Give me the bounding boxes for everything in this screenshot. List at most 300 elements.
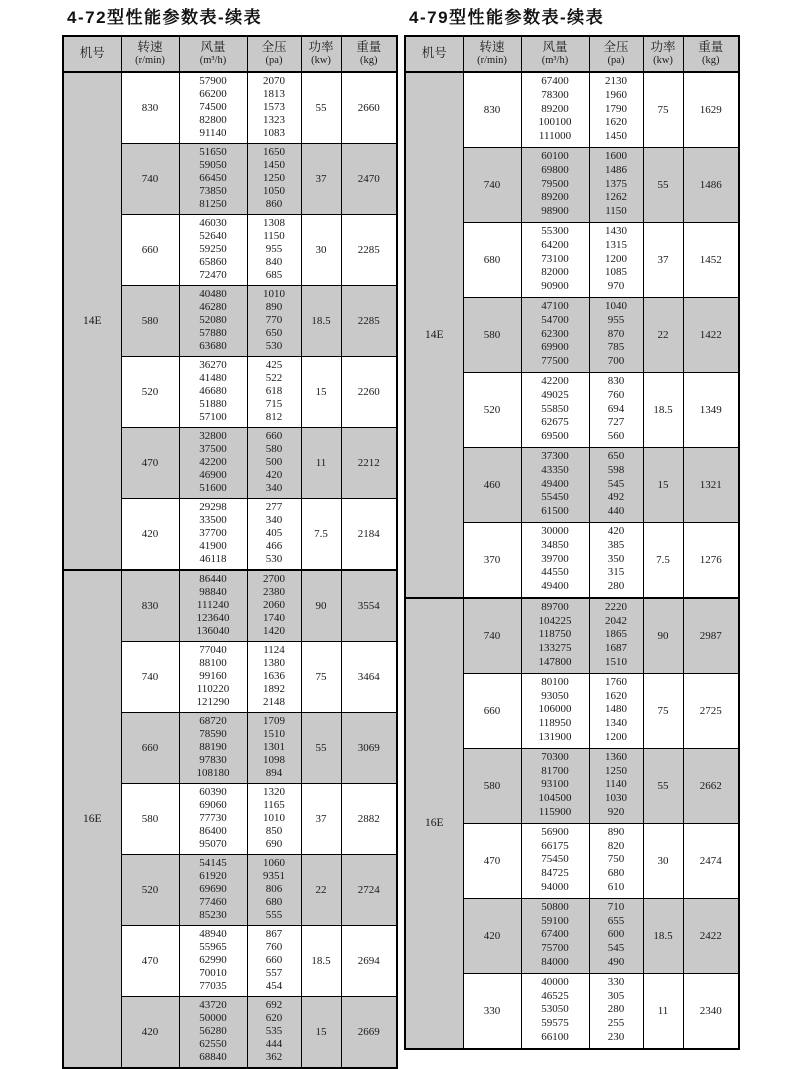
power-cell: 11 bbox=[301, 428, 341, 499]
pressure-value: 1486 bbox=[605, 163, 627, 176]
airflow-cell bbox=[179, 286, 247, 357]
airflow-value: 90900 bbox=[541, 280, 569, 293]
airflow-value: 55300 bbox=[541, 224, 569, 237]
pressure-value: 890 bbox=[607, 825, 625, 838]
power-cell: 55 bbox=[301, 72, 341, 144]
airflow-cell bbox=[179, 642, 247, 713]
pressure-value: 545 bbox=[607, 477, 625, 490]
speed-cell: 830 bbox=[121, 72, 179, 144]
power-cell: 75 bbox=[301, 642, 341, 713]
airflow-value: 39700 bbox=[541, 552, 569, 565]
airflow-value: 82000 bbox=[541, 266, 569, 279]
weight-cell: 2260 bbox=[341, 357, 397, 428]
pressure-value: 1620 bbox=[605, 689, 627, 702]
airflow-value: 69800 bbox=[541, 163, 569, 176]
pressure-value: 867 bbox=[265, 928, 283, 940]
airflow-value: 56280 bbox=[199, 1025, 227, 1037]
pressure-value: 1050 bbox=[263, 185, 285, 197]
pressure-value: 1060 bbox=[263, 857, 285, 869]
airflow-value: 57900 bbox=[199, 75, 227, 87]
weight-cell: 1321 bbox=[683, 447, 739, 522]
header-unit-airflow: (m³/h) bbox=[541, 55, 569, 66]
pressure-value: 490 bbox=[607, 956, 625, 969]
airflow-value: 88190 bbox=[199, 741, 227, 753]
pressure-value: 1083 bbox=[263, 127, 285, 139]
airflow-value: 64200 bbox=[541, 238, 569, 251]
speed-cell: 470 bbox=[463, 823, 521, 898]
airflow-value: 66100 bbox=[541, 1031, 569, 1043]
pressure-value: 330 bbox=[607, 975, 625, 988]
pressure-value: 1098 bbox=[263, 754, 285, 766]
pressure-value: 530 bbox=[265, 553, 283, 565]
power-cell: 15 bbox=[301, 357, 341, 428]
pressure-value: 655 bbox=[607, 914, 625, 927]
airflow-value: 37700 bbox=[199, 527, 227, 539]
speed-cell: 520 bbox=[121, 357, 179, 428]
airflow-cell bbox=[179, 926, 247, 997]
speed-cell: 680 bbox=[463, 222, 521, 297]
airflow-cell bbox=[521, 72, 589, 147]
table-4-72 bbox=[62, 35, 398, 1069]
power-cell: 37 bbox=[301, 784, 341, 855]
airflow-value: 30000 bbox=[541, 524, 569, 537]
airflow-value: 46900 bbox=[199, 469, 227, 481]
airflow-value: 69060 bbox=[199, 799, 227, 811]
airflow-value: 104225 bbox=[538, 614, 572, 627]
table-4-79-section bbox=[404, 3, 738, 1050]
airflow-value: 59575 bbox=[541, 1017, 569, 1030]
airflow-value: 77730 bbox=[199, 812, 227, 824]
pressure-value: 955 bbox=[607, 313, 625, 326]
pressure-cell bbox=[589, 147, 643, 222]
pressure-cell bbox=[247, 784, 301, 855]
airflow-value: 99160 bbox=[199, 670, 227, 682]
airflow-value: 85230 bbox=[199, 909, 227, 921]
pressure-cell bbox=[589, 222, 643, 297]
pressure-value: 1760 bbox=[605, 675, 627, 688]
pressure-value: 770 bbox=[265, 314, 283, 326]
pressure-value: 650 bbox=[607, 449, 625, 462]
pressure-value: 700 bbox=[607, 355, 625, 368]
airflow-cell bbox=[179, 215, 247, 286]
airflow-value: 84725 bbox=[541, 867, 569, 880]
pressure-value: 1040 bbox=[605, 299, 627, 312]
airflow-value: 62550 bbox=[199, 1038, 227, 1050]
airflow-value: 40000 bbox=[541, 975, 569, 988]
airflow-value: 42200 bbox=[199, 456, 227, 468]
pressure-value: 650 bbox=[265, 327, 283, 339]
pressure-cell bbox=[589, 72, 643, 147]
pressure-value: 685 bbox=[265, 269, 283, 281]
pressure-value: 2220 bbox=[605, 600, 627, 613]
airflow-value: 69500 bbox=[541, 430, 569, 443]
pressure-value: 555 bbox=[265, 909, 283, 921]
pressure-value: 870 bbox=[607, 327, 625, 340]
airflow-value: 69690 bbox=[199, 883, 227, 895]
speed-row bbox=[63, 72, 397, 144]
airflow-value: 97830 bbox=[199, 754, 227, 766]
power-cell: 11 bbox=[643, 973, 683, 1048]
header-unit-speed: (r/min) bbox=[477, 55, 507, 66]
airflow-value: 43350 bbox=[541, 463, 569, 476]
pressure-value: 812 bbox=[265, 411, 283, 423]
airflow-cell bbox=[179, 144, 247, 215]
weight-cell: 2725 bbox=[683, 673, 739, 748]
speed-cell: 580 bbox=[463, 748, 521, 823]
machine-number-cell: 16E bbox=[63, 570, 121, 1068]
column-header-pressure bbox=[589, 36, 643, 72]
pressure-value: 1150 bbox=[605, 205, 627, 218]
pressure-value: 620 bbox=[265, 1012, 283, 1024]
airflow-value: 63680 bbox=[199, 340, 227, 352]
header-unit-power: (kw) bbox=[311, 55, 331, 66]
pressure-value: 2380 bbox=[263, 586, 285, 598]
pressure-value: 1510 bbox=[263, 728, 285, 740]
header-unit-airflow: (m³/h) bbox=[199, 55, 227, 66]
airflow-value: 94000 bbox=[541, 881, 569, 894]
header-label-power: 功率 bbox=[650, 40, 676, 54]
pressure-cell bbox=[247, 499, 301, 571]
column-header-weight bbox=[341, 36, 397, 72]
weight-cell: 2184 bbox=[341, 499, 397, 571]
airflow-value: 75450 bbox=[541, 853, 569, 866]
airflow-value: 55450 bbox=[541, 491, 569, 504]
table-4-72-title: 4-72型性能参数表-续表 bbox=[67, 8, 263, 27]
header-label-pressure: 全压 bbox=[261, 40, 287, 54]
pressure-value: 785 bbox=[607, 341, 625, 354]
airflow-value: 86400 bbox=[199, 825, 227, 837]
airflow-cell bbox=[521, 372, 589, 447]
power-cell: 22 bbox=[643, 297, 683, 372]
pressure-cell bbox=[247, 997, 301, 1069]
airflow-cell bbox=[521, 222, 589, 297]
pressure-value: 1150 bbox=[263, 230, 285, 242]
pressure-value: 1308 bbox=[263, 217, 285, 229]
pressure-value: 680 bbox=[265, 896, 283, 908]
pressure-value: 1085 bbox=[605, 266, 627, 279]
power-cell: 18.5 bbox=[301, 286, 341, 357]
airflow-value: 108180 bbox=[196, 767, 230, 779]
pressure-cell bbox=[589, 522, 643, 597]
pressure-value: 970 bbox=[607, 280, 625, 293]
pressure-value: 1636 bbox=[263, 670, 285, 682]
airflow-value: 36270 bbox=[199, 359, 227, 371]
airflow-value: 111000 bbox=[538, 130, 572, 143]
power-cell: 7.5 bbox=[643, 522, 683, 597]
airflow-value: 89700 bbox=[541, 600, 569, 613]
airflow-cell bbox=[521, 598, 589, 673]
pressure-value: 1315 bbox=[605, 238, 627, 251]
column-header-pressure bbox=[247, 36, 301, 72]
column-header-machine bbox=[63, 36, 121, 72]
airflow-value: 46280 bbox=[199, 301, 227, 313]
pressure-value: 454 bbox=[265, 980, 283, 992]
pressure-cell bbox=[247, 642, 301, 713]
airflow-value: 133275 bbox=[538, 642, 572, 655]
airflow-value: 136040 bbox=[196, 625, 230, 637]
machine-number-cell: 14E bbox=[63, 72, 121, 570]
pressure-value: 1865 bbox=[605, 628, 627, 641]
airflow-value: 49400 bbox=[541, 477, 569, 490]
airflow-value: 32800 bbox=[199, 430, 227, 442]
pressure-value: 522 bbox=[265, 372, 283, 384]
speed-cell: 330 bbox=[463, 973, 521, 1048]
airflow-value: 52080 bbox=[199, 314, 227, 326]
pressure-value: 2700 bbox=[263, 573, 285, 585]
power-cell: 75 bbox=[643, 72, 683, 147]
pressure-value: 1010 bbox=[263, 812, 285, 824]
airflow-value: 66175 bbox=[541, 839, 569, 852]
airflow-value: 40480 bbox=[199, 288, 227, 300]
airflow-value: 121290 bbox=[196, 696, 230, 708]
airflow-value: 88100 bbox=[199, 657, 227, 669]
airflow-value: 55850 bbox=[541, 402, 569, 415]
airflow-value: 59100 bbox=[541, 914, 569, 927]
table-4-72-section bbox=[62, 3, 396, 1069]
pressure-value: 1200 bbox=[605, 731, 627, 744]
pressure-value: 1010 bbox=[263, 288, 285, 300]
speed-cell: 580 bbox=[121, 286, 179, 357]
power-cell: 30 bbox=[301, 215, 341, 286]
speed-cell: 660 bbox=[463, 673, 521, 748]
pressure-value: 1650 bbox=[263, 146, 285, 158]
pressure-value: 1380 bbox=[263, 657, 285, 669]
pressure-cell bbox=[247, 215, 301, 286]
pressure-cell bbox=[247, 144, 301, 215]
airflow-cell bbox=[179, 428, 247, 499]
column-header-speed bbox=[463, 36, 521, 72]
airflow-value: 86440 bbox=[199, 573, 227, 585]
pressure-value: 1030 bbox=[605, 792, 627, 805]
table-4-79-title: 4-79型性能参数表-续表 bbox=[409, 8, 605, 27]
power-cell: 55 bbox=[643, 147, 683, 222]
weight-cell: 1486 bbox=[683, 147, 739, 222]
power-cell: 15 bbox=[301, 997, 341, 1069]
pressure-value: 2070 bbox=[263, 75, 285, 87]
pressure-value: 1323 bbox=[263, 114, 285, 126]
speed-cell: 580 bbox=[121, 784, 179, 855]
airflow-value: 66200 bbox=[199, 88, 227, 100]
airflow-cell bbox=[179, 855, 247, 926]
machine-number-cell: 16E bbox=[405, 598, 463, 1049]
airflow-cell bbox=[179, 357, 247, 428]
pressure-value: 1250 bbox=[263, 172, 285, 184]
speed-cell: 740 bbox=[121, 144, 179, 215]
speed-row bbox=[405, 598, 739, 673]
airflow-value: 46030 bbox=[199, 217, 227, 229]
airflow-value: 51880 bbox=[199, 398, 227, 410]
pressure-value: 9351 bbox=[263, 870, 285, 882]
pressure-value: 694 bbox=[607, 402, 625, 415]
pressure-value: 1262 bbox=[605, 191, 627, 204]
pressure-cell bbox=[589, 598, 643, 673]
airflow-value: 47100 bbox=[541, 299, 569, 312]
header-unit-pressure: (pa) bbox=[265, 55, 283, 66]
pressure-value: 1600 bbox=[605, 149, 627, 162]
airflow-cell bbox=[179, 72, 247, 144]
pressure-value: 535 bbox=[265, 1025, 283, 1037]
airflow-value: 82800 bbox=[199, 114, 227, 126]
table-body bbox=[63, 72, 397, 1068]
pressure-value: 255 bbox=[607, 1017, 625, 1030]
column-header-machine bbox=[405, 36, 463, 72]
speed-cell: 660 bbox=[121, 713, 179, 784]
pressure-value: 1301 bbox=[263, 741, 285, 753]
airflow-value: 44550 bbox=[541, 566, 569, 579]
pressure-value: 690 bbox=[265, 838, 283, 850]
header-label-machine: 机号 bbox=[421, 46, 447, 60]
pressure-value: 277 bbox=[265, 501, 283, 513]
pressure-value: 420 bbox=[265, 469, 283, 481]
pressure-value: 760 bbox=[607, 388, 625, 401]
machine-number-cell: 14E bbox=[405, 72, 463, 598]
weight-cell: 3069 bbox=[341, 713, 397, 784]
pressure-value: 2042 bbox=[605, 614, 627, 627]
pressure-value: 1360 bbox=[605, 750, 627, 763]
table-head bbox=[63, 36, 397, 72]
pressure-value: 1420 bbox=[263, 625, 285, 637]
weight-cell: 2422 bbox=[683, 898, 739, 973]
airflow-value: 65860 bbox=[199, 256, 227, 268]
pressure-value: 680 bbox=[607, 867, 625, 880]
header-label-power: 功率 bbox=[308, 40, 334, 54]
pressure-value: 1687 bbox=[605, 642, 627, 655]
pressure-value: 1320 bbox=[263, 786, 285, 798]
airflow-value: 91140 bbox=[199, 127, 227, 139]
airflow-value: 49025 bbox=[541, 388, 569, 401]
airflow-value: 62990 bbox=[199, 954, 227, 966]
pressure-value: 1250 bbox=[605, 764, 627, 777]
power-cell: 37 bbox=[643, 222, 683, 297]
pressure-value: 1573 bbox=[263, 101, 285, 113]
pressure-value: 894 bbox=[265, 767, 283, 779]
header-label-speed: 转速 bbox=[137, 40, 163, 54]
pressure-value: 560 bbox=[607, 430, 625, 443]
pressure-value: 860 bbox=[265, 198, 283, 210]
airflow-value: 123640 bbox=[196, 612, 230, 624]
airflow-cell bbox=[521, 898, 589, 973]
power-cell: 15 bbox=[643, 447, 683, 522]
power-cell: 18.5 bbox=[643, 898, 683, 973]
airflow-value: 106000 bbox=[538, 703, 572, 716]
weight-cell: 3464 bbox=[341, 642, 397, 713]
pressure-cell bbox=[247, 570, 301, 642]
airflow-value: 54700 bbox=[541, 313, 569, 326]
airflow-value: 62675 bbox=[541, 416, 569, 429]
pressure-cell bbox=[247, 72, 301, 144]
weight-cell: 2694 bbox=[341, 926, 397, 997]
speed-cell: 830 bbox=[463, 72, 521, 147]
airflow-value: 118950 bbox=[538, 717, 572, 730]
pressure-value: 2060 bbox=[263, 599, 285, 611]
pressure-cell bbox=[589, 823, 643, 898]
speed-cell: 370 bbox=[463, 522, 521, 597]
airflow-value: 84000 bbox=[541, 956, 569, 969]
pressure-value: 1892 bbox=[263, 683, 285, 695]
column-header-airflow bbox=[521, 36, 589, 72]
table-head bbox=[405, 36, 739, 72]
header-row bbox=[405, 36, 739, 72]
pressure-value: 2130 bbox=[605, 75, 627, 87]
pressure-value: 820 bbox=[607, 839, 625, 852]
pressure-value: 1510 bbox=[605, 656, 627, 669]
pressure-value: 2148 bbox=[263, 696, 285, 708]
pressure-value: 1340 bbox=[605, 717, 627, 730]
airflow-cell bbox=[179, 570, 247, 642]
airflow-value: 62300 bbox=[541, 327, 569, 340]
pressure-value: 1450 bbox=[263, 159, 285, 171]
airflow-value: 55965 bbox=[199, 941, 227, 953]
pressure-value: 557 bbox=[265, 967, 283, 979]
airflow-value: 118750 bbox=[538, 628, 572, 641]
weight-cell: 2882 bbox=[341, 784, 397, 855]
speed-cell: 470 bbox=[121, 926, 179, 997]
pressure-value: 1450 bbox=[605, 130, 627, 143]
table-body bbox=[405, 72, 739, 1049]
weight-cell: 3554 bbox=[341, 570, 397, 642]
airflow-value: 115900 bbox=[538, 806, 572, 819]
power-cell: 7.5 bbox=[301, 499, 341, 571]
airflow-value: 49400 bbox=[541, 580, 569, 593]
pressure-cell bbox=[589, 297, 643, 372]
pressure-value: 466 bbox=[265, 540, 283, 552]
airflow-value: 37500 bbox=[199, 443, 227, 455]
airflow-value: 53050 bbox=[541, 1003, 569, 1016]
pressure-cell bbox=[589, 372, 643, 447]
power-cell: 37 bbox=[301, 144, 341, 215]
header-label-speed: 转速 bbox=[479, 40, 505, 54]
header-unit-speed: (r/min) bbox=[135, 55, 165, 66]
pressure-cell bbox=[589, 447, 643, 522]
pressure-value: 1430 bbox=[605, 224, 627, 237]
airflow-value: 52640 bbox=[199, 230, 227, 242]
pressure-value: 850 bbox=[265, 825, 283, 837]
pressure-value: 420 bbox=[607, 524, 625, 537]
pressure-value: 920 bbox=[607, 806, 625, 819]
airflow-value: 74500 bbox=[199, 101, 227, 113]
weight-cell: 2340 bbox=[683, 973, 739, 1048]
pressure-value: 1480 bbox=[605, 703, 627, 716]
speed-cell: 520 bbox=[121, 855, 179, 926]
speed-cell: 460 bbox=[463, 447, 521, 522]
airflow-value: 77035 bbox=[199, 980, 227, 992]
airflow-value: 77500 bbox=[541, 355, 569, 368]
speed-cell: 420 bbox=[121, 499, 179, 571]
airflow-cell bbox=[179, 713, 247, 784]
weight-cell: 2660 bbox=[341, 72, 397, 144]
speed-cell: 420 bbox=[121, 997, 179, 1069]
header-unit-weight: (kg) bbox=[702, 55, 720, 66]
airflow-value: 41900 bbox=[199, 540, 227, 552]
pressure-value: 405 bbox=[265, 527, 283, 539]
airflow-cell bbox=[179, 784, 247, 855]
airflow-value: 70300 bbox=[541, 750, 569, 763]
pressure-cell bbox=[247, 713, 301, 784]
weight-cell: 1422 bbox=[683, 297, 739, 372]
pressure-value: 1790 bbox=[605, 102, 627, 115]
pressure-value: 715 bbox=[265, 398, 283, 410]
pressure-value: 600 bbox=[607, 928, 625, 941]
airflow-value: 50800 bbox=[541, 900, 569, 913]
pressure-value: 660 bbox=[265, 954, 283, 966]
pressure-value: 955 bbox=[265, 243, 283, 255]
airflow-value: 67400 bbox=[541, 928, 569, 941]
speed-cell: 420 bbox=[463, 898, 521, 973]
weight-cell: 2212 bbox=[341, 428, 397, 499]
pressure-value: 385 bbox=[607, 538, 625, 551]
airflow-value: 66450 bbox=[199, 172, 227, 184]
pressure-cell bbox=[589, 898, 643, 973]
